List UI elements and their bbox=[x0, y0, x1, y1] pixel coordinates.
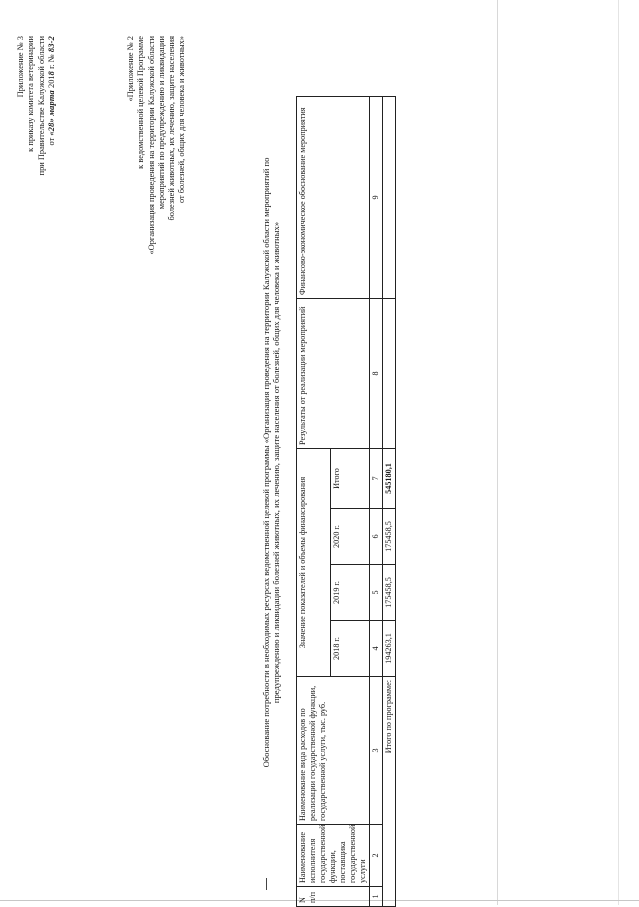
total-2018: 194263,1 bbox=[383, 621, 396, 677]
total-overall: 545180,1 bbox=[383, 448, 396, 508]
column-number: 9 bbox=[370, 96, 383, 298]
table-row bbox=[383, 96, 396, 906]
column-number: 6 bbox=[370, 509, 383, 565]
handwritten-date: «28» марта bbox=[46, 90, 56, 136]
program-reference bbox=[126, 36, 188, 346]
column-number: 2 bbox=[370, 825, 383, 887]
title-line: предупреждению и ликвидации болезней животных, их лечению, защите населения от болезней, общих для человека и животных» bbox=[271, 221, 282, 704]
total-row-label: Итого по программе: bbox=[383, 677, 396, 907]
quote-line: «Приложение № 2 bbox=[126, 36, 135, 102]
column-number-row bbox=[370, 96, 383, 906]
quote-line: к ведомственной целевой Программе bbox=[136, 36, 146, 169]
quote-line: «Организация проведения на территории Калужской области bbox=[146, 36, 156, 255]
column-number: 4 bbox=[370, 621, 383, 677]
quote-line: болезней животных, их лечению, защите населения bbox=[167, 36, 176, 221]
table-header-row bbox=[297, 96, 331, 906]
appendix-number: Приложение № 3 bbox=[16, 36, 25, 98]
total-2020: 175458,5 bbox=[383, 509, 396, 565]
header-cell-justification: Финансово-экономическое обоснование мероприятия bbox=[297, 96, 370, 298]
column-number: 8 bbox=[370, 298, 383, 448]
handwritten-year: 8 bbox=[46, 71, 56, 76]
total-2019: 175458,5 bbox=[383, 565, 396, 621]
order-header bbox=[16, 36, 57, 376]
header-cell-2020: 2020 г. bbox=[331, 509, 370, 565]
total-results-empty bbox=[383, 298, 396, 448]
title-line: Обоснование потребности в необходимых ресурсах ведомственной целевой программы «Организация проведения на территории Калужской области мероприятий по bbox=[261, 157, 271, 768]
rotated-sheet bbox=[6, 8, 631, 907]
resources-table bbox=[296, 96, 396, 907]
column-number: 7 bbox=[370, 448, 383, 508]
quote-line: мероприятий по предупреждению и ликвидации bbox=[156, 36, 166, 210]
total-justification-empty bbox=[383, 96, 396, 298]
header-line: к приказу комитета ветеринарии bbox=[26, 36, 36, 152]
document-title bbox=[261, 68, 282, 857]
header-cell-expense-type: Наименование вида расходов по реализации государственной функции, государственной услуги, тыс. руб. bbox=[297, 677, 370, 825]
header-cell-number: N п/п bbox=[297, 887, 370, 907]
column-number: 3 bbox=[370, 677, 383, 825]
header-cell-results: Результаты от реализации мероприятий bbox=[297, 298, 370, 448]
header-cell-financing: Значение показателей и объемы финансирования bbox=[297, 448, 331, 676]
column-number: 5 bbox=[370, 565, 383, 621]
order-date-line: от «28» марта 2018 г. № 83-2 bbox=[46, 36, 56, 146]
header-cell-executor: Наименование исполнителя государственной функции, поставщика государственной услуги bbox=[297, 825, 370, 887]
header-cell-total: Итого bbox=[331, 448, 370, 508]
column-number: 1 bbox=[370, 887, 383, 907]
handwritten-number: 83-2 bbox=[46, 36, 56, 53]
header-line: при Правительстве Калужской области bbox=[36, 36, 46, 176]
quote-line: от болезней, общих для человека и животных» bbox=[177, 36, 187, 204]
header-cell-2018: 2018 г. bbox=[331, 621, 370, 677]
header-cell-2019: 2019 г. bbox=[331, 565, 370, 621]
